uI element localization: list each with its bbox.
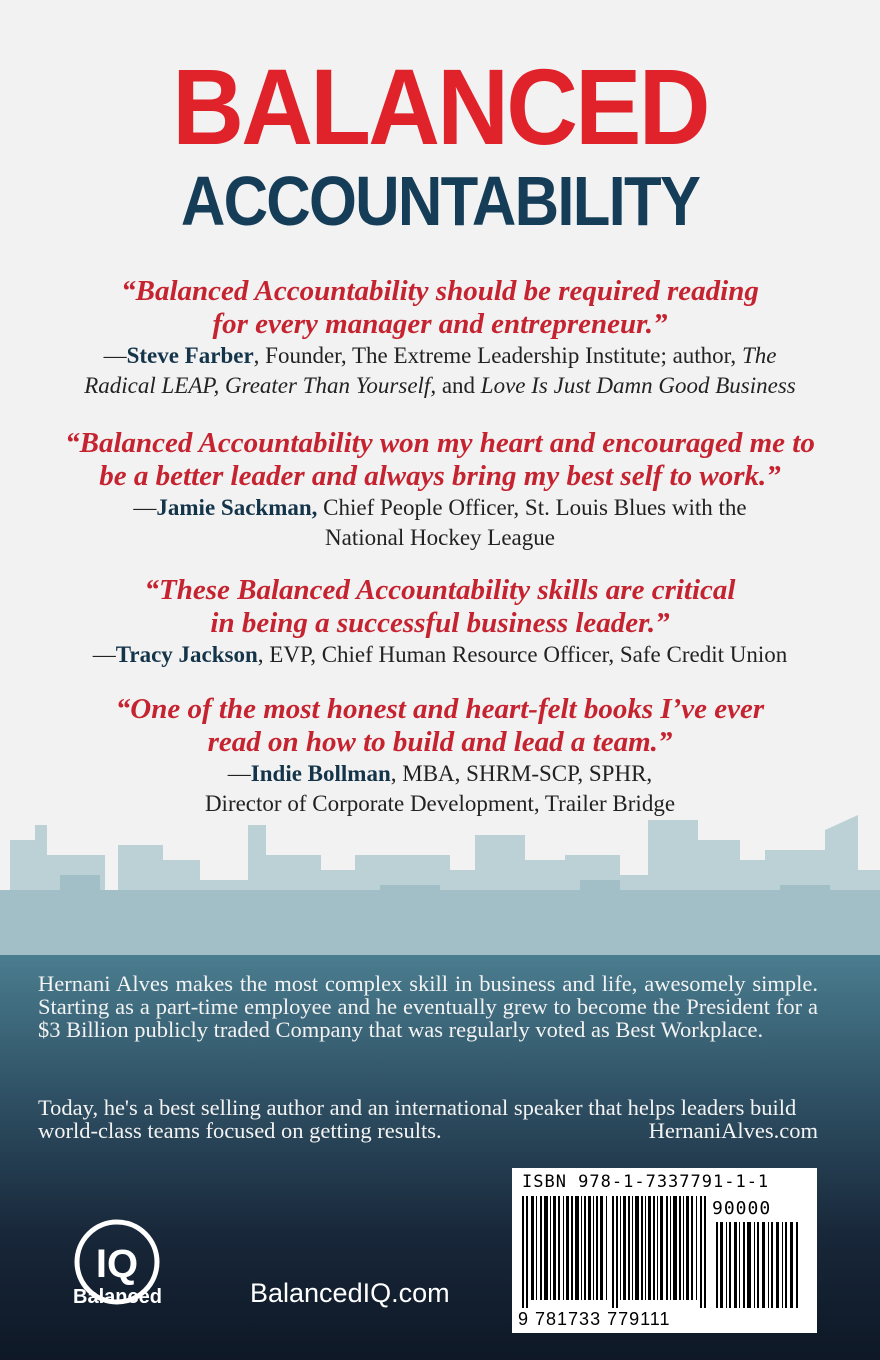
dash: — [133,495,157,520]
quote-line: “These Balanced Accountability skills are critical [144,574,736,606]
dash: — [103,343,127,368]
blurb-author-name: Steve Farber [126,343,254,368]
quote-line: be a better leader and always bring my best self to work.” [99,460,781,492]
attribution-text: , Founder, The Extreme Leadership Institute; author, [253,343,742,368]
attribution-text: , MBA, SHRM-SCP, SPHR, [390,761,653,786]
blurb-attribution-line2: Director of Corporate Development, Trailer Bridge [204,791,676,816]
logo-letters: IQ [95,1242,139,1286]
quote-line: in being a successful business leader.” [210,607,670,639]
blurb-attribution [0,759,880,789]
city-skyline-illustration [0,800,880,960]
book-title-ref: The [741,343,777,368]
blurb-quote [0,574,880,640]
blurb-author-name: Indie Bollman [250,761,391,786]
blurb-attribution [0,341,880,371]
blurb-quote [0,427,880,493]
title-accountability: ACCOUNTABILITY [180,162,700,240]
blurb-1 [0,275,880,401]
title-balanced: BALANCED [172,46,708,167]
attribution-text: and [436,373,481,398]
dash: — [92,642,116,667]
blurb-2 [0,427,880,553]
blurb-quote [0,275,880,341]
quote-line: for every manager and entrepreneur.” [212,308,668,340]
blurb-attribution [0,493,880,523]
blurb-3 [0,574,880,670]
blurb-author-name: Tracy Jackson [115,642,258,667]
bio-paragraph-1: Hernani Alves makes the most complex skill in business and life, awesomely simple. Starting as a part-time employee and he eventually grew to become the President for a $3 Billion publicly traded Company that was regularly voted as Best Workplace. [38,971,818,1042]
isbn-number: ISBN 978-1-7337791-1-1 [522,1172,770,1192]
attribution-text: Chief People Officer, St. Louis Blues with the [317,495,747,520]
blurb-quote [0,693,880,759]
barcode-addon-number: 90000 [712,1198,772,1219]
quote-line: “Balanced Accountability won my heart and encouraged me to [65,427,815,459]
bio-text: Today, he's a best selling author and an international speaker that helps leaders build world-class teams focused on getting results. [38,1095,797,1143]
blurb-attribution [0,640,880,670]
publisher-website: BalancedIQ.com [250,1278,450,1308]
logo-label: Balanced [73,1286,162,1308]
blurb-author-name: Jamie Sackman, [156,495,318,520]
dash: — [227,761,251,786]
book-title-ref: Love Is Just Damn Good Business [480,373,796,398]
blurb-attribution-line2 [0,371,880,401]
book-title-ref: Radical LEAP, Greater Than Yourself, [84,373,437,398]
ean-number: 9 781733 779111 [518,1309,671,1329]
quote-line: read on how to build and lead a team.” [207,726,673,758]
isbn-barcode [512,1168,817,1333]
barcode-addon-bars [714,1222,804,1308]
quote-line: “Balanced Accountability should be required reading [121,275,759,307]
bio-paragraph-2 [38,1096,818,1142]
quote-line: “One of the most honest and heart-felt books I’ve ever [115,693,765,725]
barcode-bars [520,1196,710,1308]
blurb-attribution-line2: National Hockey League [325,525,555,550]
author-website: HernaniAlves.com [648,1118,818,1143]
attribution-text: , EVP, Chief Human Resource Officer, Safe Credit Union [257,642,788,667]
